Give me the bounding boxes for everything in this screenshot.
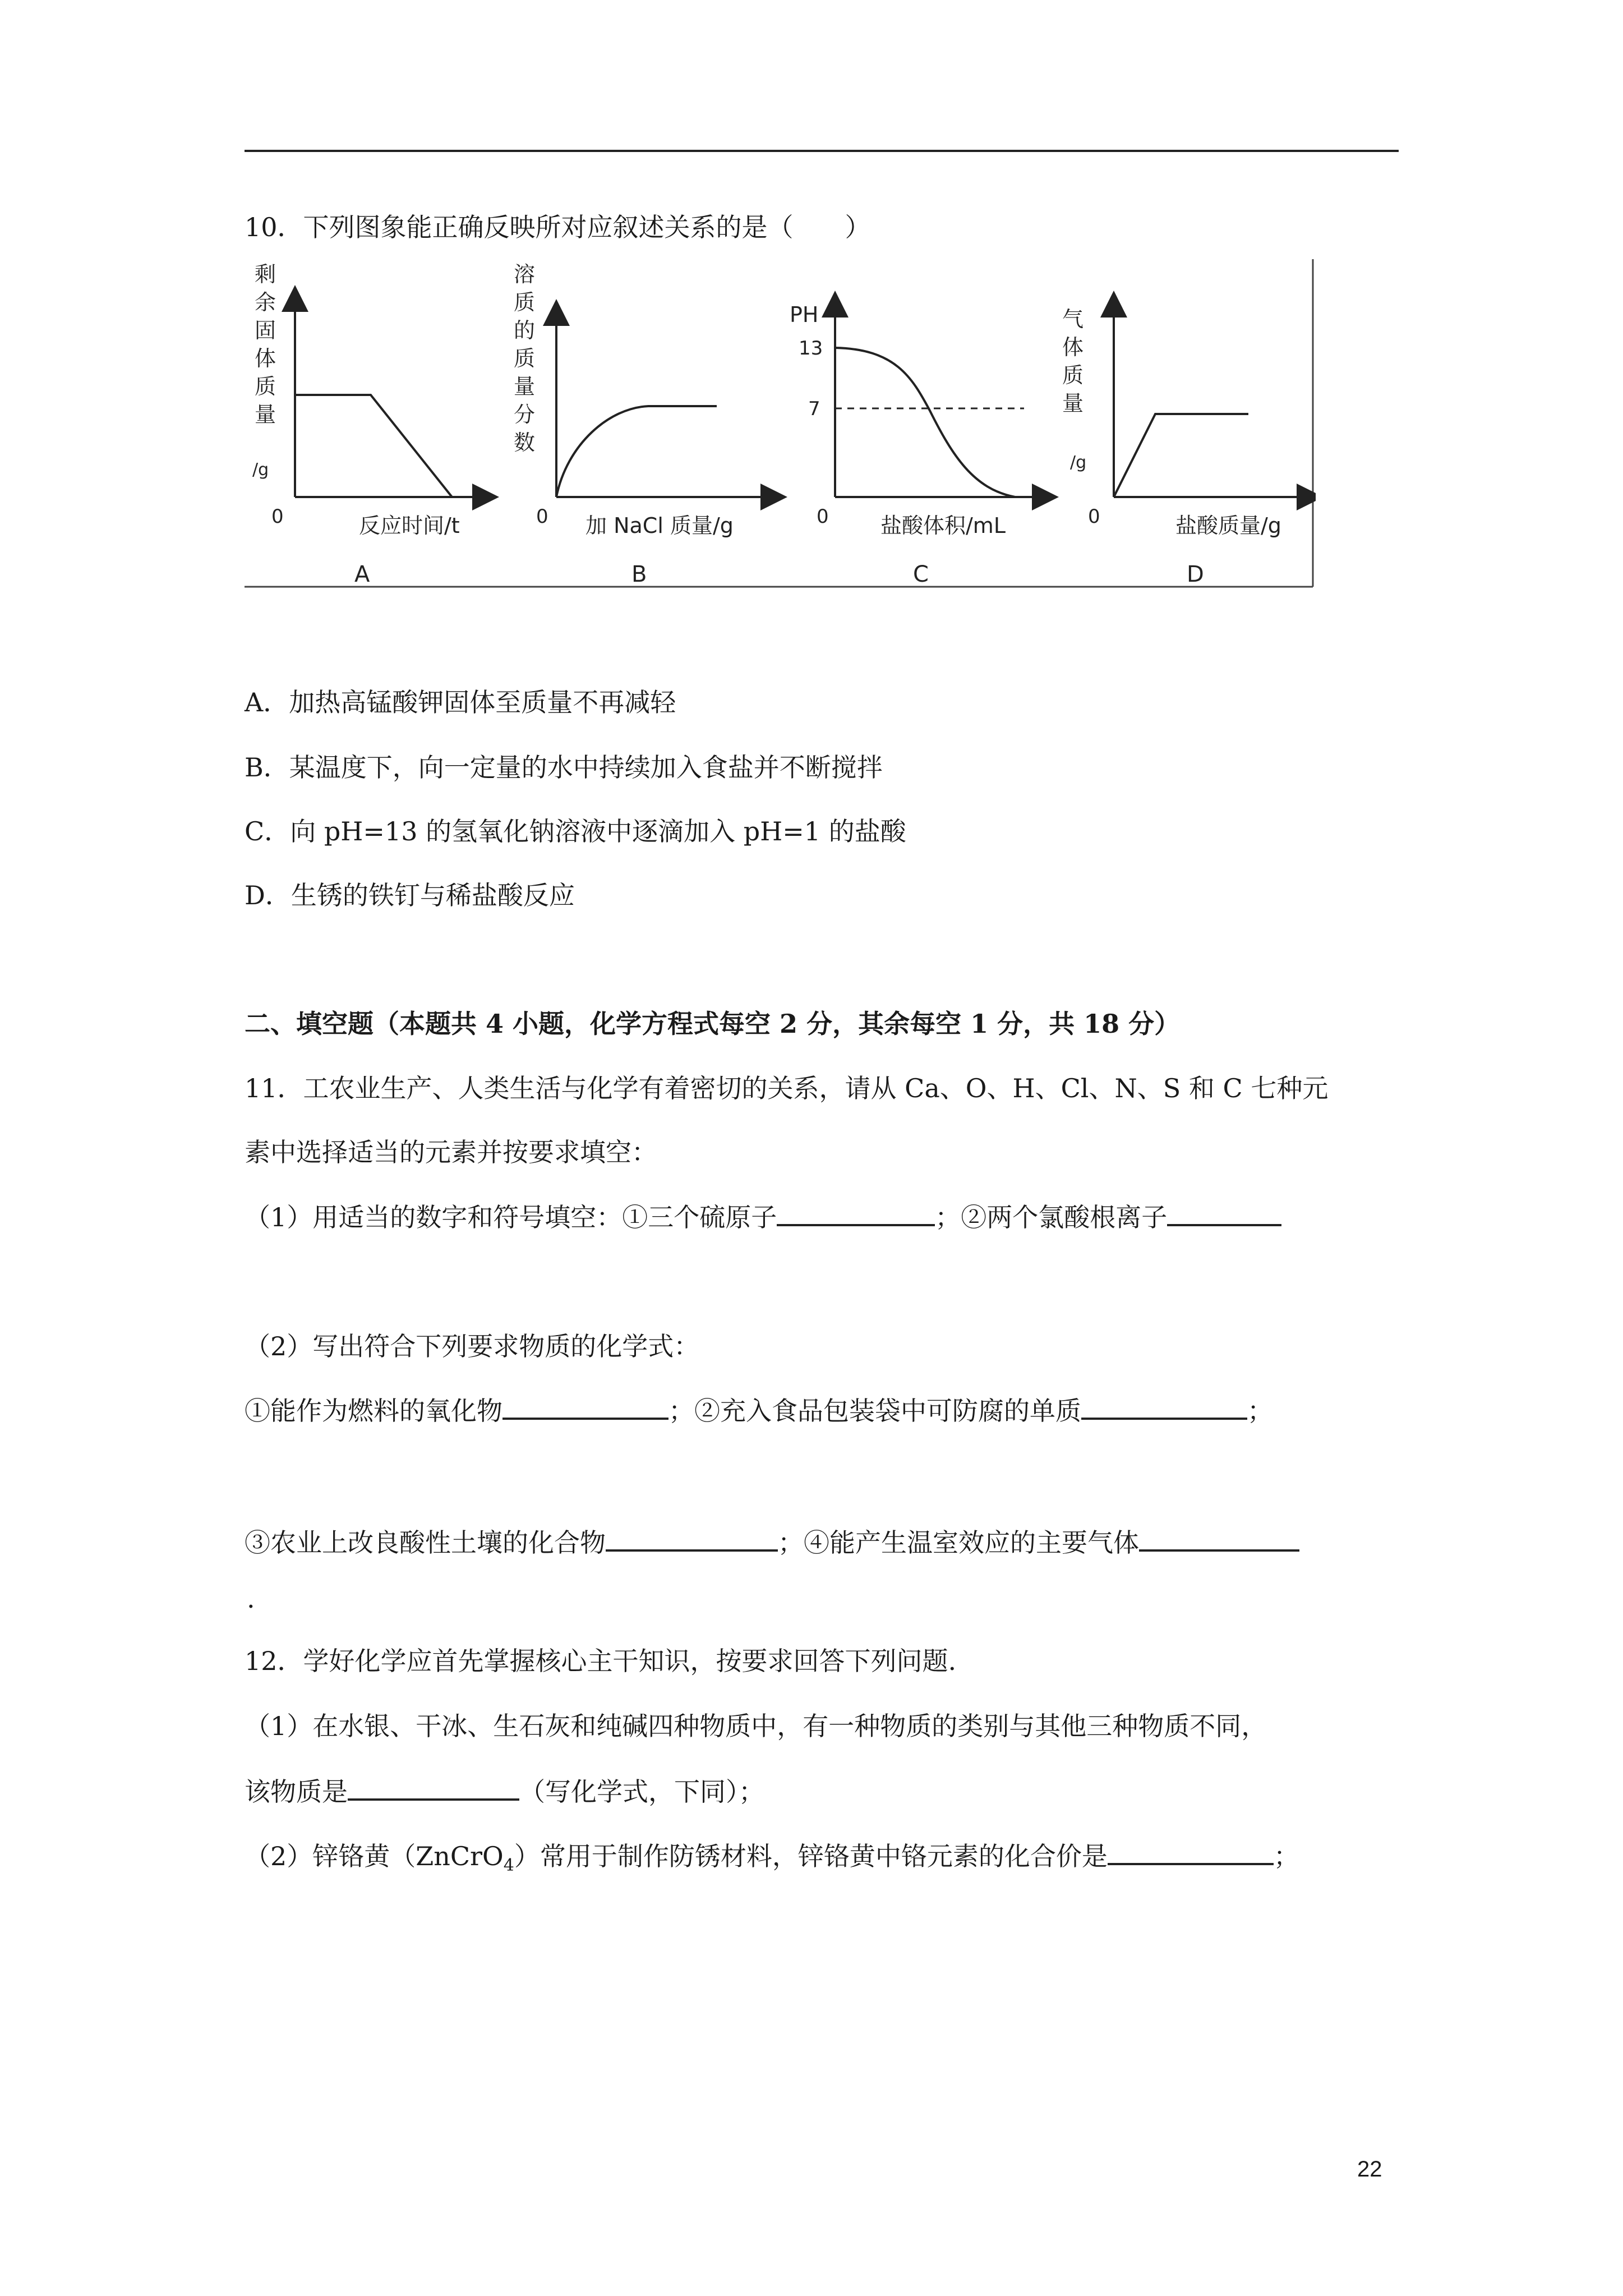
q11-blank-greenhouse-gas[interactable]	[1139, 1525, 1299, 1552]
q12-p1-text-b: （写化学式，下同）；	[519, 1777, 764, 1807]
q10-stem: 10．下列图象能正确反映所对应叙述关系的是（ ）	[245, 212, 871, 242]
q10-figure	[245, 259, 1316, 596]
graph-b-x-label: 加 NaCl 质量/g	[585, 513, 734, 538]
graph-b-letter: B	[631, 562, 647, 587]
graph-a-x-label: 反应时间/t	[359, 513, 460, 538]
graph-d-letter: D	[1187, 562, 1204, 587]
q11-blank-soil-compound[interactable]	[606, 1525, 778, 1552]
graph-d-x-label: 盐酸质量/g	[1175, 513, 1281, 538]
q10-option-d: D．生锈的铁钉与稀盐酸反应	[245, 880, 575, 910]
q11-p2-1-text-b: ；②充入食品包装袋中可防腐的单质	[668, 1396, 1081, 1426]
q11-part2-line2	[245, 1525, 1299, 1559]
q11-part2-line1	[245, 1393, 1273, 1428]
q11-p2-1-text-a: ①能作为燃料的氧化物	[245, 1396, 502, 1426]
q12-stem: 12．学好化学应首先掌握核心主干知识，按要求回答下列问题.	[245, 1646, 957, 1676]
graph-c-letter: C	[913, 562, 929, 587]
graph-a-origin: 0	[271, 505, 284, 528]
graph-a	[252, 262, 486, 587]
graph-d-y-label: 气体质量	[1062, 307, 1084, 416]
graph-c-x-label: 盐酸体积/mL	[880, 513, 1006, 538]
graph-b	[514, 262, 774, 587]
graph-b-curve	[556, 406, 717, 497]
q11-p2-2-text-a: ③农业上改良酸性土壤的化合物	[245, 1527, 606, 1558]
graph-c-tick-13: 13	[799, 337, 823, 360]
q11-p2-2-text-b: ；④能产生温室效应的主要气体	[778, 1527, 1139, 1558]
q11-blank-preservative[interactable]	[1081, 1393, 1247, 1420]
q12-p2-text-b: ）常用于制作防锈材料，锌铬黄中铬元素的化合价是	[514, 1841, 1108, 1871]
graph-c-y-label: PH	[790, 302, 819, 327]
q11-stem-line1: 11．工农业生产、人类生活与化学有着密切的关系，请从 Ca、O、H、Cl、N、S 和 C 七种元	[245, 1073, 1329, 1103]
section2-title: 二、填空题（本题共 4 小题，化学方程式每空 2 分，其余每空 1 分，共 18 分）	[245, 1009, 1181, 1039]
q11-end-period: .	[247, 1584, 255, 1614]
q11-part2-title: （2）写出符合下列要求物质的化学式：	[245, 1331, 700, 1361]
graph-b-y-label: 溶质的质量分数	[514, 262, 536, 455]
graph-a-y-label: 剩余固体质量	[255, 262, 276, 427]
graph-c-origin: 0	[817, 505, 829, 528]
page-number: 22	[1357, 2157, 1382, 2182]
graph-a-letter: A	[354, 562, 370, 587]
q11-part1-text-b: ；②两个氯酸根离子	[935, 1202, 1168, 1232]
q12-p2-text-c: ；	[1273, 1841, 1299, 1871]
q11-stem-line2: 素中选择适当的元素并按要求填空：	[245, 1137, 657, 1167]
q12-blank-chromium-valence[interactable]	[1108, 1838, 1274, 1865]
graph-d	[1062, 304, 1310, 587]
q10-option-a: A．加热高锰酸钾固体至质量不再减轻	[245, 687, 676, 717]
q12-blank-different-substance[interactable]	[348, 1774, 519, 1801]
graph-d-origin: 0	[1088, 505, 1100, 528]
q12-part1-line1: （1）在水银、干冰、生石灰和纯碱四种物质中，有一种物质的类别与其他三种物质不同，	[245, 1711, 1267, 1741]
graph-d-y-unit: /g	[1070, 453, 1087, 472]
graph-a-y-unit: /g	[252, 460, 269, 480]
graph-c	[790, 302, 1045, 587]
q11-blank-sulfur-atoms[interactable]	[777, 1199, 935, 1226]
q12-p2-subscript: 4	[503, 1856, 514, 1876]
q12-part1-line2	[245, 1774, 764, 1809]
header-rule	[245, 150, 1399, 152]
graph-a-curve	[295, 395, 452, 497]
q11-blank-fuel-oxide[interactable]	[502, 1393, 668, 1420]
q12-p1-text-a: 该物质是	[245, 1777, 348, 1807]
graph-c-curve	[835, 348, 1015, 497]
q11-blank-chlorate-ions[interactable]	[1167, 1199, 1281, 1226]
q11-p2-1-text-c: ；	[1247, 1396, 1273, 1426]
q10-option-c: C．向 pH=13 的氢氧化钠溶液中逐滴加入 pH=1 的盐酸	[245, 816, 906, 846]
q11-part1	[245, 1199, 1281, 1234]
graph-c-tick-7: 7	[808, 398, 820, 420]
q12-p2-text-a: （2）锌铬黄（ZnCrO	[245, 1841, 504, 1871]
q12-part2	[245, 1838, 1299, 1883]
graph-b-origin: 0	[536, 505, 548, 528]
graph-d-curve	[1114, 414, 1248, 497]
q10-option-b: B．某温度下，向一定量的水中持续加入食盐并不断搅拌	[245, 752, 883, 783]
q11-part1-text-a: （1）用适当的数字和符号填空：①三个硫原子	[245, 1202, 777, 1232]
